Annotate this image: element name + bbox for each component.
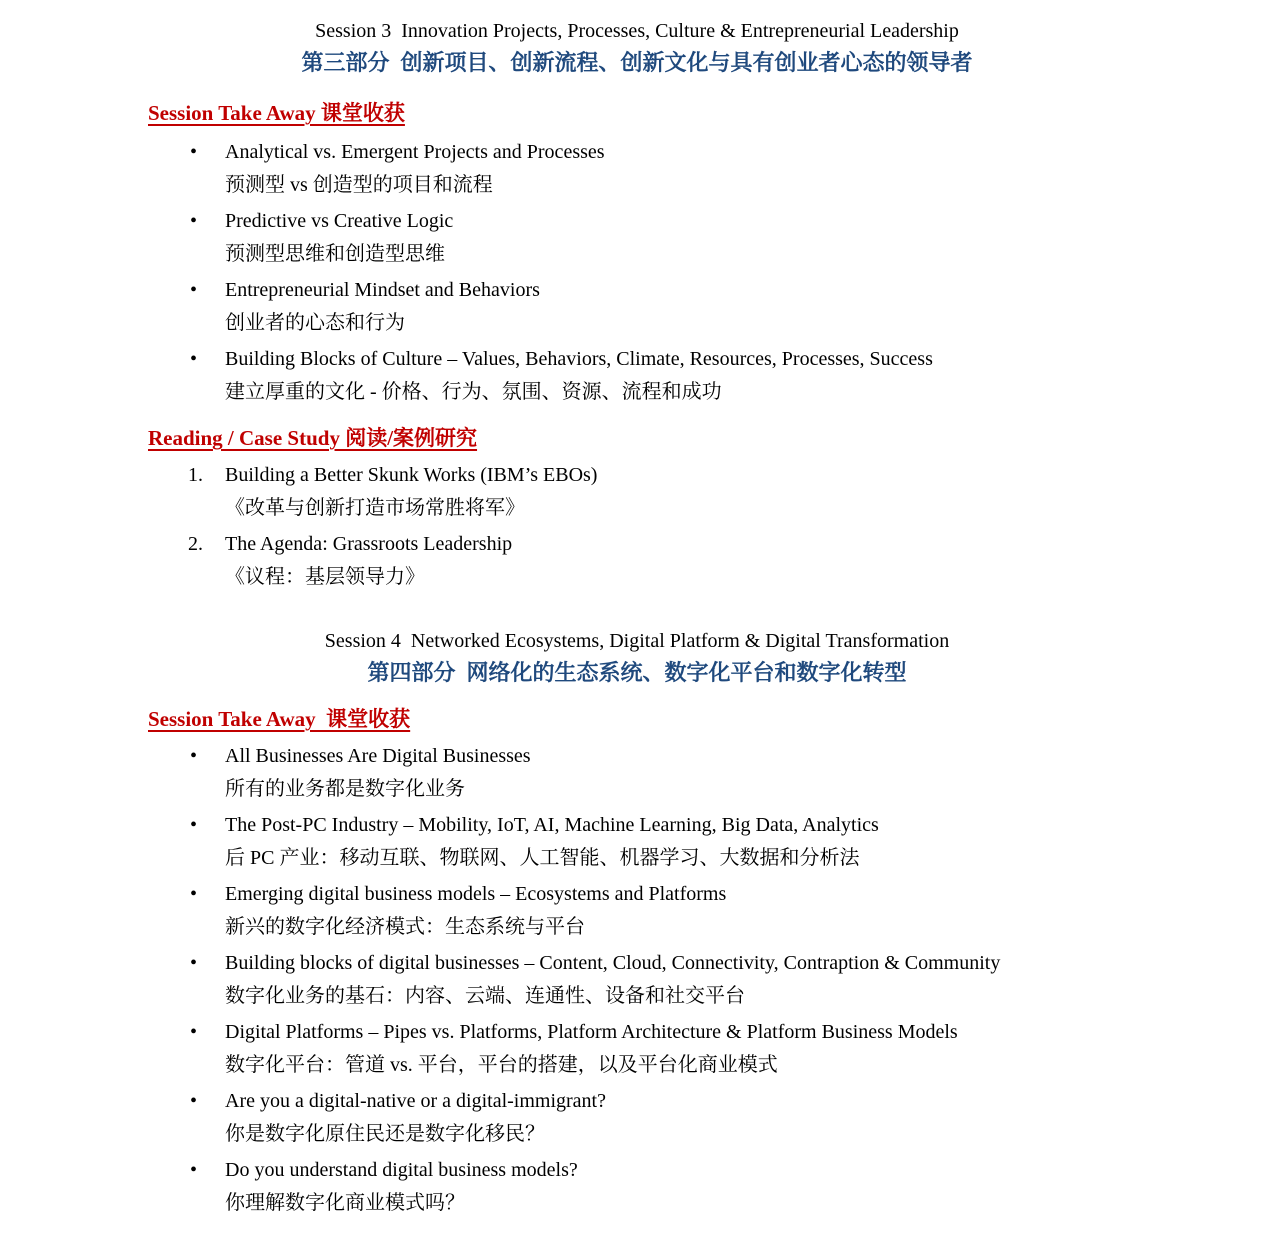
item-text-zh: 后 PC 产业：移动互联、物联网、人工智能、机器学习、大数据和分析法 <box>225 847 860 869</box>
item-text-zh: 数字化业务的基石：内容、云端、连通性、设备和社交平台 <box>225 985 745 1007</box>
session4-title-en: Session 4 Networked Ecosystems, Digital Platform & Digital Transformation <box>324 630 950 652</box>
list-number: 2. <box>188 533 203 555</box>
item-text-zh: 预测型 vs 创造型的项目和流程 <box>225 174 493 196</box>
bullet-icon: • <box>190 952 198 974</box>
list-item <box>148 528 1274 594</box>
list-item <box>148 343 1274 409</box>
list-item <box>148 878 1274 944</box>
item-text <box>225 528 1274 594</box>
item-text <box>225 1016 1274 1082</box>
item-text <box>225 740 1274 806</box>
item-text-zh: 你是数字化原住民还是数字化移民？ <box>225 1123 545 1145</box>
session4-title-zh: 第四部分 网络化的生态系统、数字化平台和数字化转型 <box>367 660 907 685</box>
list-item <box>148 1085 1274 1151</box>
item-text-zh: 预测型思维和创造型思维 <box>225 243 445 265</box>
bullet-icon: • <box>190 745 198 767</box>
list-item <box>148 459 1274 525</box>
session3-reading-list <box>148 459 1274 594</box>
session4-takeaway-heading <box>148 704 1274 734</box>
bullet-icon: • <box>190 348 198 370</box>
list-item <box>148 274 1274 340</box>
bullet-icon: • <box>190 210 198 232</box>
session3-takeaway-heading-text: Session Take Away 课堂收获 <box>148 101 405 125</box>
item-text-en: Building blocks of digital businesses – Content, Cloud, Connectivity, Contraption & Community <box>225 952 1001 974</box>
item-text-en: Do you understand digital business models? <box>225 1159 578 1181</box>
bullet-icon: • <box>190 814 198 836</box>
item-text-zh: 你理解数字化商业模式吗？ <box>225 1192 465 1214</box>
session3-reading-heading-text: Reading / Case Study 阅读/案例研究 <box>148 426 478 450</box>
item-text-en: Emerging digital business models – Ecosystems and Platforms <box>225 883 727 905</box>
item-text <box>225 947 1274 1013</box>
item-text-en: Predictive vs Creative Logic <box>225 210 454 232</box>
item-text <box>225 136 1274 202</box>
item-text-zh: 所有的业务都是数字化业务 <box>225 778 465 800</box>
item-text-zh: 新兴的数字化经济模式：生态系统与平台 <box>225 916 585 938</box>
session3-title-en: Session 3 Innovation Projects, Processes, Culture & Entrepreneurial Leadership <box>315 20 959 42</box>
item-text-en: Analytical vs. Emergent Projects and Processes <box>225 141 605 163</box>
list-item <box>148 136 1274 202</box>
item-text <box>225 878 1274 944</box>
list-item <box>148 809 1274 875</box>
session4-takeaway-list <box>148 740 1274 1220</box>
item-text <box>225 1154 1274 1220</box>
item-text-en: Are you a digital-native or a digital-immigrant? <box>225 1090 606 1112</box>
session3-takeaway-list <box>148 136 1274 409</box>
bullet-icon: • <box>190 279 198 301</box>
item-text-en: Digital Platforms – Pipes vs. Platforms, Platform Architecture & Platform Business Models <box>225 1021 958 1043</box>
list-item <box>148 947 1274 1013</box>
item-text-en: The Post-PC Industry – Mobility, IoT, AI, Machine Learning, Big Data, Analytics <box>225 814 879 836</box>
item-text <box>225 459 1274 525</box>
item-text <box>225 809 1274 875</box>
item-text <box>225 343 1274 409</box>
item-text-en: Entrepreneurial Mindset and Behaviors <box>225 279 540 301</box>
item-text-zh: 建立厚重的文化 - 价格、行为、氛围、资源、流程和成功 <box>225 381 722 403</box>
list-item <box>148 1016 1274 1082</box>
session3-takeaway-heading <box>148 98 1274 128</box>
item-text-en: Building a Better Skunk Works (IBM’s EBOs) <box>225 464 598 486</box>
bullet-icon: • <box>190 141 198 163</box>
session3-reading-heading <box>148 423 1274 453</box>
item-text-zh: 《改革与创新打造市场常胜将军》 <box>225 497 525 519</box>
item-text <box>225 205 1274 271</box>
session3-title-zh: 第三部分 创新项目、创新流程、创新文化与具有创业者心态的领导者 <box>301 50 973 75</box>
list-item <box>148 1154 1274 1220</box>
bullet-icon: • <box>190 1090 198 1112</box>
item-text-en: Building Blocks of Culture – Values, Behaviors, Climate, Resources, Processes, Success <box>225 348 933 370</box>
list-item <box>148 205 1274 271</box>
bullet-icon: • <box>190 1021 198 1043</box>
list-number: 1. <box>188 464 203 486</box>
item-text-en: The Agenda: Grassroots Leadership <box>225 533 513 555</box>
item-text-zh: 数字化平台：管道 vs. 平台，平台的搭建，以及平台化商业模式 <box>225 1054 778 1076</box>
item-text <box>225 274 1274 340</box>
session4-takeaway-heading-text: Session Take Away 课堂收获 <box>148 707 411 731</box>
item-text-zh: 《议程：基层领导力》 <box>225 566 425 588</box>
item-text-zh: 创业者的心态和行为 <box>225 312 405 334</box>
list-item <box>148 740 1274 806</box>
item-text <box>225 1085 1274 1151</box>
bullet-icon: • <box>190 883 198 905</box>
item-text-en: All Businesses Are Digital Businesses <box>225 745 531 767</box>
bullet-icon: • <box>190 1159 198 1181</box>
